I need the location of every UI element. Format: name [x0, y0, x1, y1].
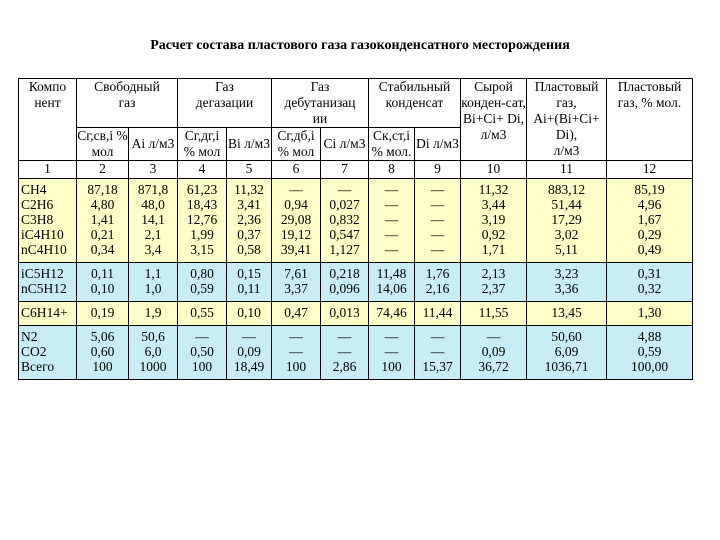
cell-value: — [430, 197, 445, 212]
cell-value: — [384, 182, 399, 197]
cell-value: 4,80 [90, 197, 115, 212]
cell-value: 48,0 [141, 197, 165, 212]
cell-value: 11,55 [478, 305, 509, 320]
cell-value: 1,41 [90, 212, 115, 227]
cell-value: 85,19 [634, 182, 665, 197]
component-name: Всего [21, 359, 55, 374]
cell-value: 3,37 [284, 281, 308, 296]
header-free-gas: Свободный газ [77, 79, 178, 128]
plast-gas-a-label: Пластовый газ, [534, 79, 599, 110]
cell-value: 3,19 [481, 212, 506, 227]
component-name: iC5H12 [21, 266, 64, 281]
value-cell [227, 302, 272, 326]
column-number: 10 [461, 161, 527, 179]
cell-value: 36,72 [478, 359, 509, 374]
cell-value: 100 [285, 359, 307, 374]
column-number-row [19, 161, 693, 179]
cell-value: 11,32 [234, 182, 264, 197]
header-degas-gas: Газ дегазации [178, 79, 272, 128]
cell-value: 1,1 [144, 266, 162, 281]
value-cell [527, 326, 607, 380]
value-cell [369, 326, 415, 380]
value-cell [415, 326, 461, 380]
cell-value: 0,34 [90, 242, 115, 257]
cell-value: 1,127 [329, 242, 360, 257]
cell-value: 871,8 [137, 182, 169, 197]
header-b-i: Bi л/м3 [227, 128, 272, 161]
cell-value: 1,76 [425, 266, 450, 281]
cell-value: — [430, 182, 445, 197]
value-cell [607, 302, 693, 326]
cell-value: 0,09 [481, 344, 506, 359]
value-cell [129, 263, 178, 302]
table-wrapper [18, 78, 693, 380]
cell-value: — [337, 182, 352, 197]
plast-gas-unit: л/м3 [553, 143, 580, 158]
cell-value: 0,09 [237, 344, 261, 359]
cell-value: 0,19 [90, 305, 115, 320]
cell-value: 51,44 [551, 197, 582, 212]
cell-value: 0,21 [90, 227, 115, 242]
cell-value: 2,86 [332, 359, 357, 374]
raw-cond-label: Сырой конден-сат, [461, 79, 526, 110]
value-cell [178, 302, 227, 326]
cell-value: 0,31 [637, 266, 662, 281]
cell-value: — [430, 212, 445, 227]
header-component: Компо нент [19, 79, 77, 161]
table-body [19, 179, 693, 380]
cell-value: 6,0 [144, 344, 162, 359]
cell-value: 7,61 [284, 266, 308, 281]
column-number: 8 [369, 161, 415, 179]
cell-value: — [384, 227, 399, 242]
cell-value: 17,29 [551, 212, 582, 227]
cell-value: — [384, 344, 399, 359]
composition-table [18, 78, 693, 380]
cell-value: 0,027 [329, 197, 360, 212]
cell-value: 1,99 [190, 227, 214, 242]
value-cell [369, 263, 415, 302]
header-stable-condensate: Стабильный конденсат [369, 79, 461, 128]
cell-value: 0,60 [90, 344, 115, 359]
cell-value: — [289, 344, 303, 359]
cell-value: 1,67 [637, 212, 662, 227]
header-c-db: Сг,дб,i % мол [272, 128, 321, 161]
value-cell [607, 179, 693, 263]
header-c-st: Ск,ст,i % мол. [369, 128, 415, 161]
header-c-sv: Сг,св,i % мол [77, 128, 128, 159]
cell-value: 12,76 [186, 212, 218, 227]
cell-value: — [337, 329, 352, 344]
value-cell [321, 179, 369, 263]
cell-value: 19,12 [280, 227, 312, 242]
page-title: Расчет состава пластового газа газоконденсатного месторождения [150, 38, 570, 53]
table-row-group [19, 302, 693, 326]
cell-value: 5,11 [554, 242, 579, 257]
component-name: C6H14+ [21, 305, 68, 320]
value-cell [321, 302, 369, 326]
value-cell [272, 179, 321, 263]
cell-value: — [289, 182, 303, 197]
cell-value: 14,06 [376, 281, 407, 296]
header-raw-condensate [461, 79, 527, 161]
value-cell [227, 326, 272, 380]
cell-value: 0,11 [90, 266, 115, 281]
cell-value: 74,46 [376, 305, 407, 320]
cell-value: 3,36 [554, 281, 579, 296]
raw-cond-formula: Bi+Ci+ Di, л/м3 [463, 111, 524, 142]
value-cell [527, 263, 607, 302]
value-cell [527, 179, 607, 263]
value-cell [129, 302, 178, 326]
value-cell [178, 263, 227, 302]
cell-value: 883,12 [547, 182, 586, 197]
component-cell [19, 179, 77, 263]
value-cell [77, 179, 129, 263]
cell-value: 0,10 [237, 305, 261, 320]
value-cell [461, 179, 527, 263]
value-cell [77, 326, 129, 380]
cell-value: 0,547 [329, 227, 360, 242]
cell-value: 2,13 [481, 266, 506, 281]
column-number: 5 [227, 161, 272, 179]
header-debut-gas: Газ дебутанизац ии [272, 79, 369, 128]
cell-value: — [384, 242, 399, 257]
cell-value: 1,0 [144, 281, 162, 296]
cell-value: — [384, 197, 399, 212]
cell-value: — [289, 329, 303, 344]
cell-value: — [195, 329, 209, 344]
column-number: 6 [272, 161, 321, 179]
cell-value: 0,013 [329, 305, 360, 320]
cell-value: 50,6 [141, 329, 165, 344]
cell-value: 100 [191, 359, 213, 374]
column-number: 2 [77, 161, 129, 179]
value-cell [415, 179, 461, 263]
cell-value: 3,02 [554, 227, 579, 242]
value-cell [527, 302, 607, 326]
cell-value: 18,49 [233, 359, 265, 374]
cell-value: — [486, 329, 501, 344]
value-cell [369, 179, 415, 263]
header-c-dg: Сг,дг,i % мол [178, 128, 227, 161]
cell-value: 3,44 [481, 197, 506, 212]
column-number: 4 [178, 161, 227, 179]
cell-value: — [430, 344, 445, 359]
component-cell [19, 326, 77, 380]
column-number: 3 [129, 161, 178, 179]
cell-value: 0,47 [284, 305, 308, 320]
cell-value: 0,11 [237, 281, 261, 296]
cell-value: 29,08 [280, 212, 312, 227]
cell-value: 2,37 [481, 281, 506, 296]
cell-value: 1000 [139, 359, 167, 374]
component-name: iC4H10 [21, 227, 64, 242]
cell-value: 5,06 [90, 329, 115, 344]
cell-value: 0,50 [190, 344, 214, 359]
cell-value: 87,18 [87, 182, 118, 197]
cell-value: — [430, 329, 445, 344]
component-cell [19, 302, 77, 326]
cell-value: 0,92 [481, 227, 506, 242]
cell-value: 0,55 [190, 305, 214, 320]
cell-value: 2,36 [237, 212, 261, 227]
cell-value: 100 [92, 359, 113, 374]
plast-gas-formula: Ai+(Bi+Ci+ Di), [533, 111, 600, 142]
cell-value: 11,48 [376, 266, 407, 281]
cell-value: 3,41 [237, 197, 261, 212]
cell-value: 15,37 [422, 359, 453, 374]
cell-value: 4,96 [637, 197, 662, 212]
header-plast-gas-volume [527, 79, 607, 161]
cell-value: 50,60 [551, 329, 582, 344]
header-a-i: Ai л/м3 [129, 128, 178, 161]
cell-value: 0,58 [237, 242, 261, 257]
column-number: 7 [321, 161, 369, 179]
value-cell [321, 326, 369, 380]
value-cell [369, 302, 415, 326]
column-number: 9 [415, 161, 461, 179]
cell-value: 11,44 [422, 305, 453, 320]
cell-value: 4,88 [637, 329, 662, 344]
cell-value: 100 [381, 359, 402, 374]
component-name: CH4 [21, 182, 47, 197]
cell-value: 0,218 [329, 266, 360, 281]
value-cell [77, 263, 129, 302]
cell-value: — [242, 329, 256, 344]
column-number: 12 [607, 161, 693, 179]
cell-value: 0,80 [190, 266, 214, 281]
column-number: 1 [19, 161, 77, 179]
value-cell [77, 302, 129, 326]
value-cell [607, 263, 693, 302]
value-cell [461, 302, 527, 326]
cell-value: 13,45 [551, 305, 582, 320]
cell-value: — [430, 227, 445, 242]
cell-value: 0,32 [637, 281, 662, 296]
cell-value: — [337, 344, 352, 359]
value-cell [461, 326, 527, 380]
value-cell [227, 179, 272, 263]
value-cell [415, 263, 461, 302]
value-cell [272, 326, 321, 380]
cell-value: 0,59 [190, 281, 214, 296]
header-d-i: Di л/м3 [415, 128, 461, 161]
cell-value: 1036,71 [544, 359, 589, 374]
component-name: C2H6 [21, 197, 54, 212]
cell-value: 100,00 [630, 359, 669, 374]
value-cell [607, 326, 693, 380]
component-name: C3H8 [21, 212, 54, 227]
table-row-group [19, 179, 693, 263]
cell-value: 0,832 [329, 212, 360, 227]
value-cell [178, 326, 227, 380]
cell-value: 1,71 [481, 242, 506, 257]
table-row-group [19, 263, 693, 302]
cell-value: 0,29 [637, 227, 662, 242]
cell-value: 0,59 [637, 344, 662, 359]
component-name: N2 [21, 329, 38, 344]
header-plast-gas-mol: Пластовый газ, % мол. [607, 79, 693, 161]
component-name: nC4H10 [21, 242, 67, 257]
cell-value: 2,16 [425, 281, 450, 296]
component-cell [19, 263, 77, 302]
column-number: 11 [527, 161, 607, 179]
value-cell [178, 179, 227, 263]
cell-value: 61,23 [186, 182, 218, 197]
cell-value: 0,15 [237, 266, 261, 281]
value-cell [272, 302, 321, 326]
cell-value: 0,096 [329, 281, 360, 296]
cell-value: 0,49 [637, 242, 662, 257]
table-row-group [19, 326, 693, 380]
value-cell [461, 263, 527, 302]
cell-value: 3,23 [554, 266, 579, 281]
cell-value: 0,94 [284, 197, 308, 212]
cell-value: 0,37 [237, 227, 261, 242]
header-c-i: Ci л/м3 [321, 128, 369, 161]
cell-value: 0,10 [90, 281, 115, 296]
value-cell [272, 263, 321, 302]
cell-value: 3,15 [190, 242, 214, 257]
cell-value: — [384, 329, 399, 344]
cell-value: 2,1 [144, 227, 162, 242]
cell-value: 1,30 [637, 305, 662, 320]
value-cell [129, 326, 178, 380]
value-cell [129, 179, 178, 263]
cell-value: — [384, 212, 399, 227]
cell-value: 6,09 [554, 344, 579, 359]
component-name: CO2 [21, 344, 47, 359]
cell-value: 1,9 [144, 305, 162, 320]
cell-value: 39,41 [280, 242, 312, 257]
cell-value: 14,1 [141, 212, 165, 227]
cell-value: 3,4 [144, 242, 162, 257]
cell-value: 11,32 [478, 182, 509, 197]
cell-value: 18,43 [186, 197, 218, 212]
value-cell [415, 302, 461, 326]
value-cell [321, 263, 369, 302]
cell-value: — [430, 242, 445, 257]
value-cell [227, 263, 272, 302]
component-name: nC5H12 [21, 281, 67, 296]
